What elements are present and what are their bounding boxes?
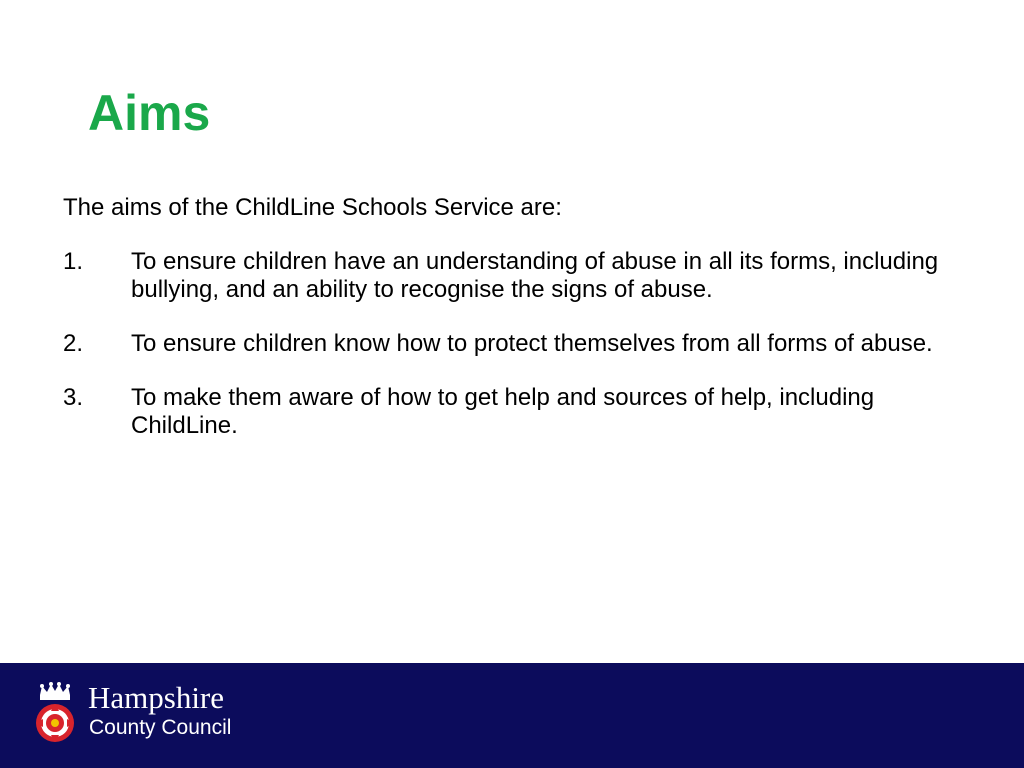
aim-text: To ensure children have an understanding of abuse in all its forms, including bullying, and an ability to recognise the signs of abuse. [131, 248, 939, 303]
aim-item [63, 384, 973, 440]
aim-number: 3. [63, 384, 84, 411]
aims-list [63, 248, 973, 466]
aim-number: 1. [63, 248, 84, 275]
aim-item [63, 248, 973, 304]
logo-name: Hampshire [88, 680, 225, 715]
hampshire-crest-icon [30, 681, 80, 751]
footer-bar [0, 663, 1024, 768]
aim-number: 2. [63, 330, 84, 357]
aim-item [63, 330, 973, 358]
logo-subtitle: County Council [89, 716, 232, 739]
intro-text: The aims of the ChildLine Schools Service are: [63, 194, 562, 221]
aim-text: To ensure children know how to protect themselves from all forms of abuse. [131, 330, 933, 357]
slide-title: Aims [88, 85, 211, 141]
aim-text: To make them aware of how to get help and sources of help, including ChildLine. [131, 384, 875, 439]
